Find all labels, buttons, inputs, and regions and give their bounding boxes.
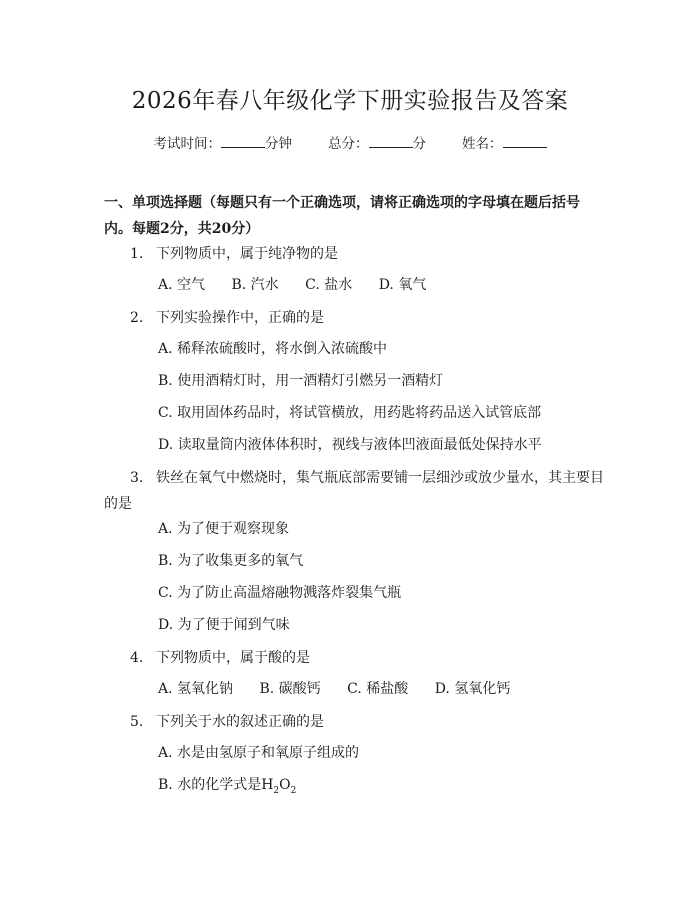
- question-4-options: [158, 679, 532, 699]
- question-number: 4.: [130, 650, 144, 666]
- option-d[interactable]: D. 读取量筒内液体体积时，视线与液体凹液面最低处保持水平: [158, 437, 542, 453]
- question-2: [130, 305, 324, 331]
- score-unit: 分: [412, 136, 426, 152]
- option-a[interactable]: A. 空气: [158, 277, 206, 293]
- option-b[interactable]: B. 汽水: [231, 277, 279, 293]
- option-b[interactable]: B. 使用酒精灯时，用一酒精灯引燃另一酒精灯: [158, 373, 444, 389]
- question-number: 1.: [130, 246, 144, 262]
- option-c[interactable]: C. 为了防止高温熔融物溅落炸裂集气瓶: [158, 585, 402, 601]
- option-d[interactable]: D. 氧气: [378, 277, 427, 293]
- question-number: 3.: [130, 470, 144, 486]
- option-text: B. 水的化学式是: [158, 777, 262, 793]
- name-blank[interactable]: [503, 135, 547, 148]
- time-label: 考试时间：: [153, 136, 221, 152]
- formula: [261, 777, 297, 796]
- question-number: 5.: [130, 714, 144, 730]
- question-text: 下列关于水的叙述正确的是: [156, 714, 324, 730]
- time-blank[interactable]: [221, 135, 265, 148]
- option-d[interactable]: D. 为了便于闻到气味: [158, 617, 290, 633]
- option-c[interactable]: C. 取用固体药品时，将试管横放，用药匙将药品送入试管底部: [158, 405, 542, 421]
- formula-h-sub: 2: [273, 785, 280, 796]
- option-c[interactable]: C. 盐水: [305, 277, 353, 293]
- option-b[interactable]: [158, 775, 296, 801]
- name-field: [462, 132, 547, 152]
- option-b[interactable]: B. 碳酸钙: [259, 681, 321, 697]
- question-3: [104, 465, 604, 517]
- section-heading: 一、单项选择题（每题只有一个正确选项，请将正确选项的字母填在题后括号内。每题2分，共20分）: [104, 195, 580, 237]
- question-1: [130, 241, 338, 267]
- formula-o: O: [279, 777, 291, 793]
- question-4: [130, 645, 310, 671]
- option-a[interactable]: A. 为了便于观察现象: [158, 521, 290, 537]
- option-a[interactable]: A. 稀释浓硫酸时，将水倒入浓硫酸中: [158, 341, 388, 357]
- formula-h: H: [261, 777, 274, 793]
- option-a[interactable]: A. 氢氧化钠: [158, 681, 234, 697]
- time-unit: 分钟: [265, 136, 292, 152]
- option-b[interactable]: B. 为了收集更多的氧气: [158, 553, 304, 569]
- score-field: [328, 132, 426, 152]
- question-text: 下列实验操作中，正确的是: [156, 310, 324, 326]
- page-title: 2026年春八年级化学下册实验报告及答案: [131, 88, 569, 114]
- question-number: 2.: [130, 310, 144, 326]
- option-d[interactable]: D. 氢氧化钙: [434, 681, 511, 697]
- question-text: 铁丝在氧气中燃烧时，集气瓶底部需要铺一层细沙或放少量水，其主要目的是: [104, 470, 604, 512]
- score-label: 总分：: [328, 136, 369, 152]
- time-field: [154, 132, 293, 152]
- question-text: 下列物质中，属于纯净物的是: [156, 246, 338, 262]
- name-label: 姓名：: [462, 136, 503, 152]
- exam-meta: [0, 132, 700, 152]
- question-5: [130, 709, 324, 735]
- score-blank[interactable]: [369, 135, 413, 148]
- formula-o-sub: 2: [290, 785, 297, 796]
- question-1-options: [158, 275, 448, 295]
- option-a[interactable]: A. 水是由氢原子和氧原子组成的: [158, 745, 360, 761]
- question-text: 下列物质中，属于酸的是: [156, 650, 310, 666]
- option-c[interactable]: C. 稀盐酸: [347, 681, 409, 697]
